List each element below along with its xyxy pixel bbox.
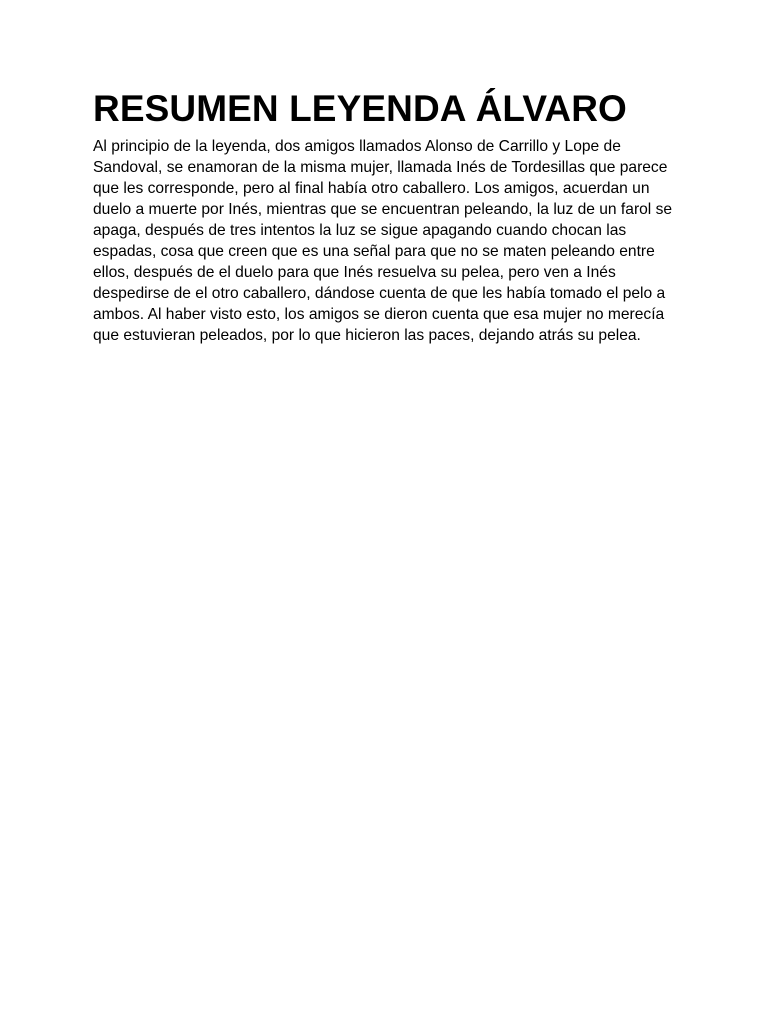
document-title: RESUMEN LEYENDA ÁLVARO xyxy=(93,88,627,129)
document-content xyxy=(93,88,683,346)
document-body-paragraph: Al principio de la leyenda, dos amigos llamados Alonso de Carrillo y Lope de Sandoval, se enamoran de la misma mujer, llamada Inés de Tordesillas que parece que les corresponde, pero al final había otro caballero. Los amigos, acuerdan un duelo a muerte por Inés, mientras que se encuentran peleando, la luz de un farol se apaga, después de tres intentos la luz se sigue apagando cuando chocan las espadas, cosa que creen que es una señal para que no se maten peleando entre ellos, después de el duelo para que Inés resuelva su pelea, pero ven a Inés despedirse de el otro caballero, dándose cuenta de que les había tomado el pelo a ambos. Al haber visto esto, los amigos se dieron cuenta que esa mujer no merecía que estuvieran peleados, por lo que hicieron las paces, dejando atrás su pelea. xyxy=(93,138,673,344)
